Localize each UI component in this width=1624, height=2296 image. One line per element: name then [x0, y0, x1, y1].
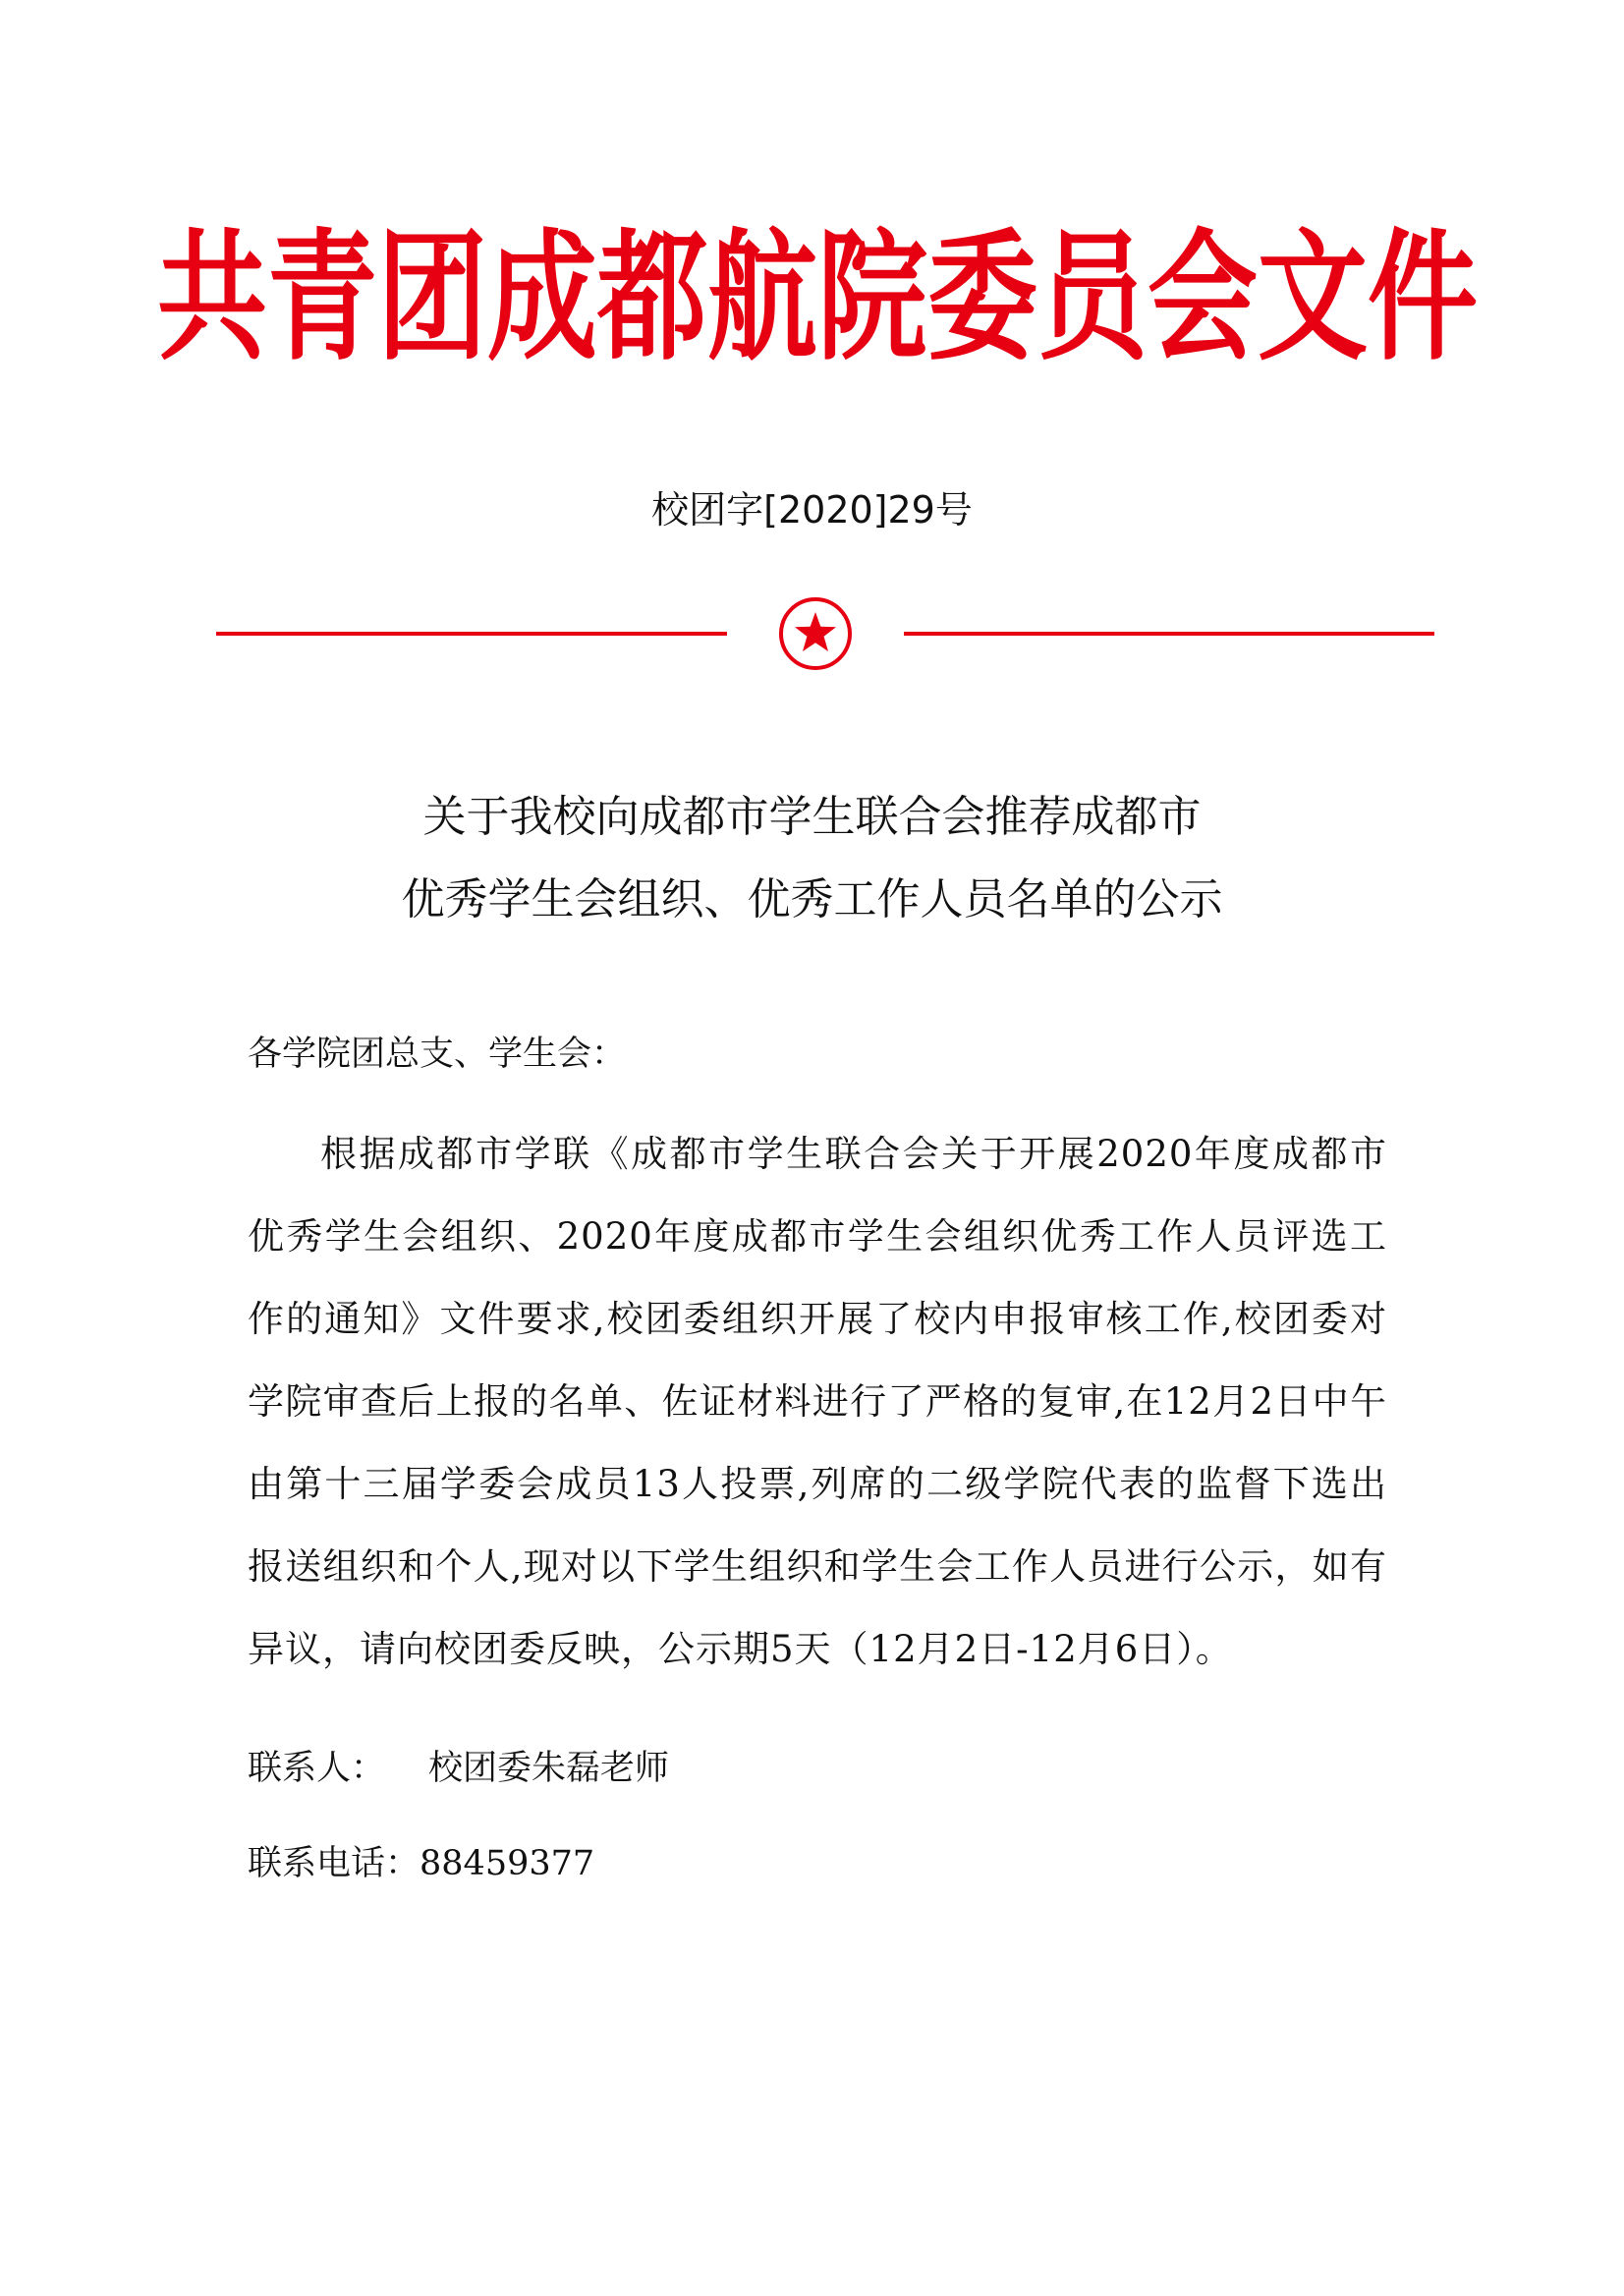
document-header-title: 共青团成都航院委员会文件 — [157, 216, 1478, 380]
salutation: 各学院团总支、学生会： — [248, 1035, 627, 1074]
contact-phone-value: 88459377 — [420, 1844, 595, 1883]
divider-line-right — [904, 632, 1434, 636]
header-divider — [216, 594, 1434, 673]
document-number: 校团字[2020]29号 — [651, 488, 973, 532]
red-star-icon — [776, 594, 855, 673]
notice-title — [0, 776, 1624, 941]
notice-title-line-2: 优秀学生会组织、优秀工作人员名单的公示 — [401, 874, 1223, 924]
divider-line-left — [216, 632, 727, 636]
contact-phone-label: 联系电话： — [248, 1844, 420, 1883]
body-paragraph: 根据成都市学联《成都市学生联合会关于开展2020年度成都市优秀学生会组织、2020年度成都市学生会组织优秀工作人员评选工作的通知》文件要求,校团委组织开展了校内申报审核工作,校团委对学院审查后上报的名单、佐证材料进行了严格的复审,在12月2日中午由第十三届学委会成员13人投票,列席的二级学院代表的监督下选出报送组织和个人,现对以下学生组织和学生会工作人员进行公示，如有异议，请向校团委反映，公示期5天（12月2日-12月6日）。 — [248, 1133, 1387, 1670]
contact-person-value: 校团委朱磊老师 — [428, 1749, 670, 1788]
notice-title-line-1: 关于我校向成都市学生联合会推荐成都市 — [422, 792, 1202, 842]
contact-phone — [248, 1834, 594, 1893]
contact-person-label: 联系人： — [248, 1749, 386, 1788]
contact-person — [248, 1739, 669, 1798]
